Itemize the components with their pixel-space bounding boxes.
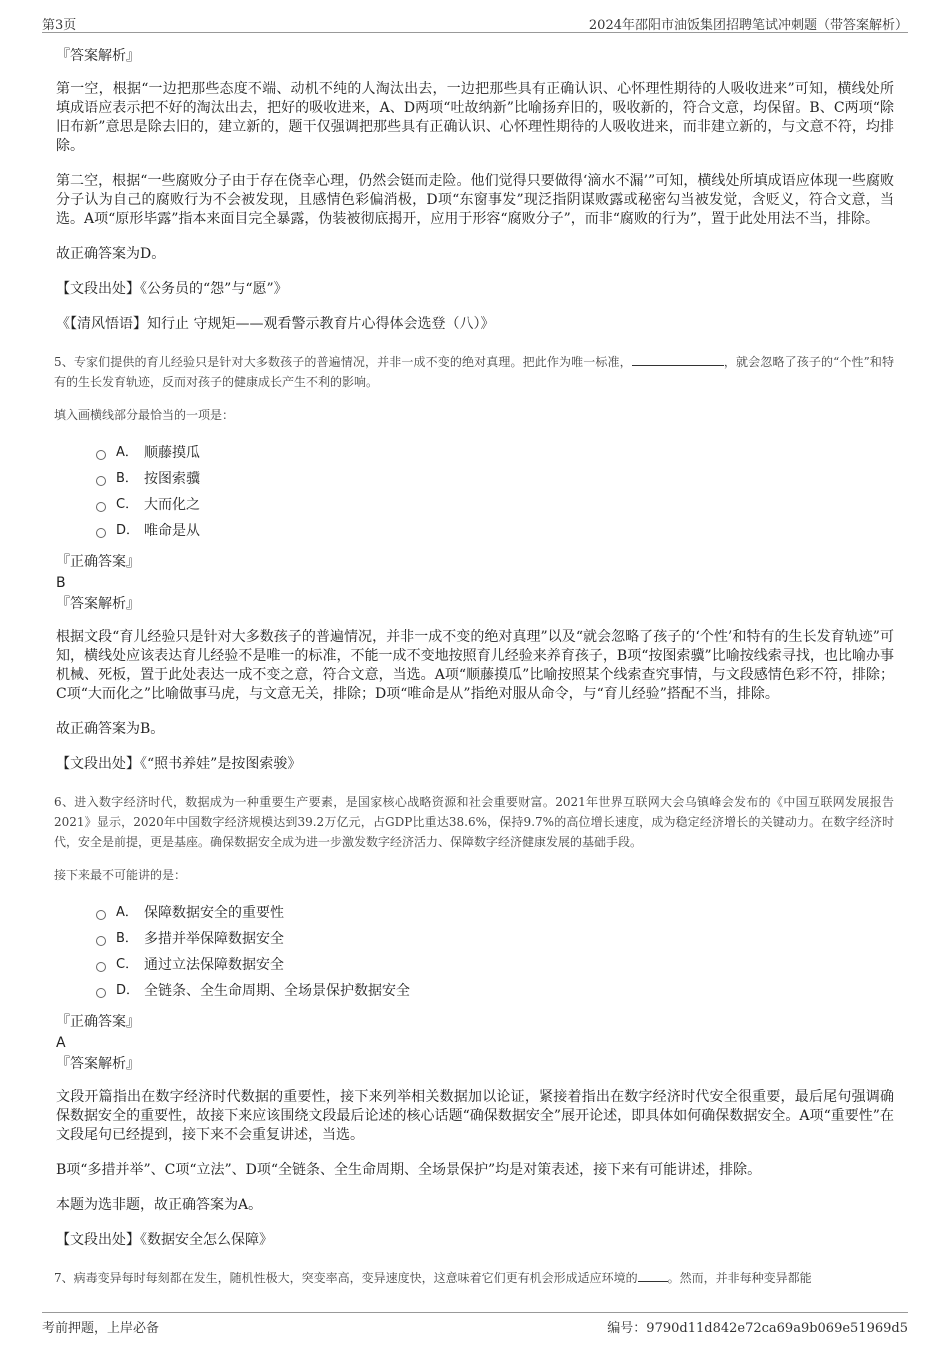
- radio-icon[interactable]: [96, 450, 106, 460]
- option-b[interactable]: B． 多措并举保障数据安全: [96, 926, 894, 952]
- analysis-label: 『答案解析』: [56, 596, 140, 612]
- radio-icon[interactable]: [96, 936, 106, 946]
- option-a[interactable]: A． 保障数据安全的重要性: [96, 900, 894, 926]
- source: 【文段出处】《“照书养娃”是按图索骏》: [56, 756, 302, 772]
- option-b[interactable]: B． 按图索骥: [96, 466, 894, 492]
- analysis-paragraph: B项“多措并举”、C项“立法”、D项“全链条、全生命周期、全场景保护”均是对策表述，接下来有可能讲述，排除。: [56, 1162, 762, 1178]
- option-d[interactable]: D． 全链条、全生命周期、全场景保护数据安全: [96, 978, 894, 1004]
- source: 《【清风悟语】知行止 守规矩——观看警示教育片心得体会选登（八）》: [56, 316, 495, 332]
- correct-answer-label: 『正确答案』: [56, 554, 140, 570]
- question-6-options: [96, 900, 894, 1004]
- fill-blank: [638, 1269, 668, 1282]
- question-5-options: [96, 440, 894, 544]
- correct-answer: B: [56, 575, 66, 591]
- analysis-label: 『答案解析』: [56, 1056, 140, 1072]
- radio-icon[interactable]: [96, 476, 106, 486]
- radio-icon[interactable]: [96, 988, 106, 998]
- source: 【文段出处】《公务员的“怨”与“愿”》: [56, 281, 288, 297]
- document-body: [56, 44, 894, 1288]
- question-5-prompt: 填入画横线部分最恰当的一项是：: [54, 408, 235, 422]
- document-id: 编号：9790d11d842e72ca69a9b069e51969d5: [607, 1321, 908, 1336]
- page-footer: [42, 1312, 908, 1335]
- analysis-paragraph: 第二空，根据“一些腐败分子由于存在侥幸心理，仍然会铤而走险。他们觉得只要做得‘滴水不漏’”可知，横线处所填成语应体现一些腐败分子认为自己的腐败行为不会被发现，且感情色彩偏消极，D项“东窗事发”现泛指阴谋败露或秘密勾当被发觉，含贬义，符合文意，当选。A项“原形毕露”指本来面目完全暴露，伪装被彻底揭开，应用于形容“腐败分子”，而非“腐败的行为”，置于此处用法不当，排除。: [56, 173, 894, 227]
- analysis-label: 『答案解析』: [56, 48, 140, 64]
- correct-answer: A: [56, 1035, 66, 1051]
- option-a[interactable]: A． 顺藤摸瓜: [96, 440, 894, 466]
- analysis-paragraph: 根据文段“育儿经验只是针对大多数孩子的普遍情况，并非一成不变的绝对真理”以及“就会忽略了孩子的‘个性’和特有的生长发育轨迹”可知，横线处应该表达育儿经验不是唯一的标准，不能一成不变地按照育儿经验来养育孩子，B项“按图索骥”比喻按线索寻找，也比喻办事机械、死板，置于此处表达一成不变之意，符合文意，当选。A项“顺藤摸瓜”比喻按照某个线索查究事情，与文段感情色彩不符，排除；C项“大而化之”比喻做事马虎，与文意无关，排除；D项“唯命是从”指绝对服从命令，与“育儿经验”搭配不当，排除。: [56, 629, 894, 702]
- option-d[interactable]: D． 唯命是从: [96, 518, 894, 544]
- conclusion: 故正确答案为D。: [56, 246, 166, 262]
- analysis-paragraph: 文段开篇指出在数字经济时代数据的重要性，接下来列举相关数据加以论证，紧接着指出在数字经济时代安全很重要，最后尾句强调确保数据安全的重要性，故接下来应该围绕文段最后论述的核心话题“确保数据安全”展开论述，即具体如何确保数据安全。A项“重要性”在文段尾句已经提到，接下来不会重复讲述，当选。: [56, 1089, 894, 1143]
- question-7-text: 7、病毒变异每时每刻都在发生，随机性极大，突变率高，变异速度快，这意味着它们更有机会形成适应环境的 。然而，并非每种变异都能: [54, 1271, 812, 1285]
- question-5-text: 5、专家们提供的育儿经验只是针对大多数孩子的普遍情况，并非一成不变的绝对真理。把此作为唯一标准， ，就会忽略了孩子的“个性”和特有的生长发育轨迹，反而对孩子的健康成长产生不利的影响。: [54, 355, 894, 389]
- conclusion: 故正确答案为B。: [56, 721, 165, 737]
- page-number: 第3页: [42, 18, 77, 33]
- option-c[interactable]: C． 大而化之: [96, 492, 894, 518]
- correct-answer-label: 『正确答案』: [56, 1014, 140, 1030]
- analysis-paragraph: 第一空，根据“一边把那些态度不端、动机不纯的人淘汰出去，一边把那些具有正确认识、心怀理性期待的人吸收进来”可知，横线处所填成语应表示把不好的淘汰出去，把好的吸收进来，A、D两项“吐故纳新”比喻扬弃旧的，吸收新的，符合文意，均保留。B、C两项“除旧布新”意思是除去旧的，建立新的，题干仅强调把那些具有正确认识、心怀理性期待的人吸收进来，而非建立新的，与文意不符，均排除。: [56, 81, 894, 154]
- radio-icon[interactable]: [96, 910, 106, 920]
- question-6-prompt: 接下来最不可能讲的是：: [54, 868, 187, 882]
- page-header: [42, 12, 908, 33]
- radio-icon[interactable]: [96, 528, 106, 538]
- fill-blank: [632, 353, 724, 366]
- radio-icon[interactable]: [96, 962, 106, 972]
- radio-icon[interactable]: [96, 502, 106, 512]
- document-title: 2024年邵阳市油饭集团招聘笔试冲刺题（带答案解析）: [588, 18, 908, 33]
- conclusion: 本题为选非题，故正确答案为A。: [56, 1197, 263, 1213]
- question-6-text: 6、进入数字经济时代，数据成为一种重要生产要素，是国家核心战略资源和社会重要财富。2021年世界互联网大会乌镇峰会发布的《中国互联网发展报告2021》显示，2020年中国数字经济规模达到39.2万亿元，占GDP比重达38.6%，保持9.7%的高位增长速度，成为稳定经济增长的关键动力。在数字经济时代，安全是前提，更是基座。确保数据安全成为进一步激发数字经济活力、保障数字经济健康发展的基础手段。: [54, 795, 894, 849]
- footer-slogan: 考前押题，上岸必备: [42, 1321, 160, 1336]
- option-c[interactable]: C． 通过立法保障数据安全: [96, 952, 894, 978]
- source: 【文段出处】《数据安全怎么保障》: [56, 1232, 273, 1248]
